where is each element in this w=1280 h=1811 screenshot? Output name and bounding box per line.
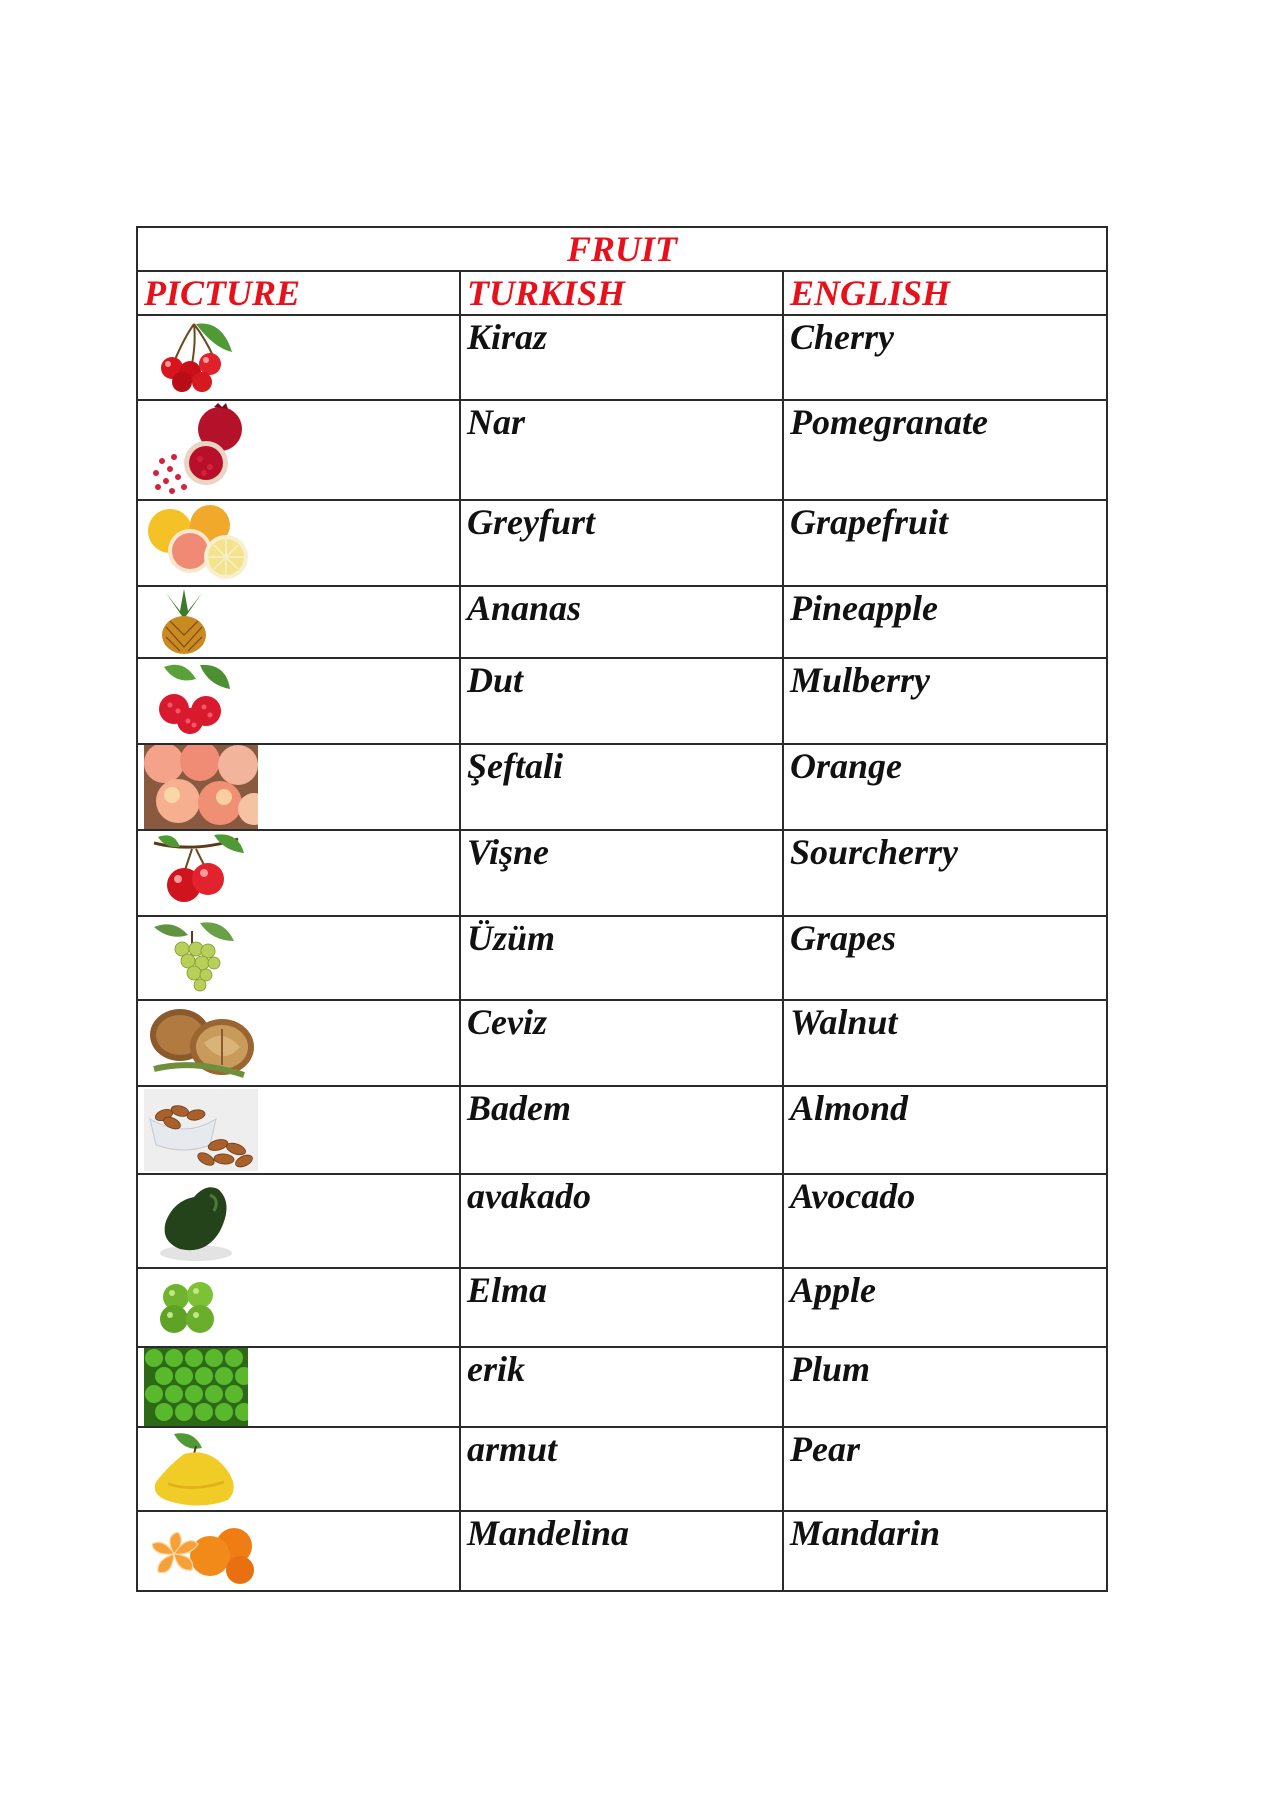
table-title: FRUIT — [137, 227, 1107, 271]
table-row — [137, 916, 1107, 1000]
turkish-word: armut — [460, 1427, 783, 1511]
sourcherry-icon — [144, 833, 453, 913]
walnut-icon — [144, 1003, 453, 1083]
english-word: Walnut — [783, 1000, 1107, 1086]
grapefruit-icon — [144, 503, 453, 583]
english-word: Orange — [783, 744, 1107, 830]
table-row — [137, 1086, 1107, 1174]
almond-icon — [144, 1089, 453, 1171]
english-word: Apple — [783, 1268, 1107, 1347]
turkish-word: Ceviz — [460, 1000, 783, 1086]
english-word: Pear — [783, 1427, 1107, 1511]
table-row — [137, 658, 1107, 744]
english-word: Sourcherry — [783, 830, 1107, 916]
table-row — [137, 1174, 1107, 1268]
turkish-word: Şeftali — [460, 744, 783, 830]
pomegranate-icon — [144, 403, 453, 497]
turkish-word: Ananas — [460, 586, 783, 658]
fruit-vocabulary-table — [136, 226, 1108, 1592]
table-row — [137, 1000, 1107, 1086]
turkish-word: erik — [460, 1347, 783, 1427]
mulberry-icon — [144, 661, 453, 741]
table-row — [137, 400, 1107, 500]
avocado-icon — [144, 1177, 453, 1265]
table-row — [137, 1347, 1107, 1427]
plum-icon — [144, 1348, 453, 1426]
table-row — [137, 586, 1107, 658]
table-row — [137, 830, 1107, 916]
turkish-word: Kiraz — [460, 315, 783, 400]
mandarin-icon — [144, 1514, 453, 1588]
turkish-word: Dut — [460, 658, 783, 744]
table-row — [137, 1511, 1107, 1591]
turkish-word: Üzüm — [460, 916, 783, 1000]
english-word: Almond — [783, 1086, 1107, 1174]
pineapple-icon — [144, 589, 453, 655]
english-word: Mandarin — [783, 1511, 1107, 1591]
english-word: Cherry — [783, 315, 1107, 400]
grapes-icon — [144, 919, 453, 997]
table-row — [137, 500, 1107, 586]
english-word: Grapes — [783, 916, 1107, 1000]
turkish-word: Nar — [460, 400, 783, 500]
cherry-icon — [144, 318, 453, 396]
turkish-word: Vişne — [460, 830, 783, 916]
english-word: Avocado — [783, 1174, 1107, 1268]
english-word: Plum — [783, 1347, 1107, 1427]
apple-icon — [144, 1271, 453, 1341]
header-row — [137, 271, 1107, 315]
turkish-word: Mandelina — [460, 1511, 783, 1591]
table-row — [137, 744, 1107, 830]
table-row — [137, 1427, 1107, 1511]
turkish-word: avakado — [460, 1174, 783, 1268]
turkish-word: Greyfurt — [460, 500, 783, 586]
turkish-word: Elma — [460, 1268, 783, 1347]
title-row — [137, 227, 1107, 271]
table-row — [137, 315, 1107, 400]
peach-icon — [144, 745, 453, 829]
english-word: Pomegranate — [783, 400, 1107, 500]
column-header-picture: PICTURE — [137, 271, 460, 315]
column-header-english: ENGLISH — [783, 271, 1107, 315]
english-word: Mulberry — [783, 658, 1107, 744]
column-header-turkish: TURKISH — [460, 271, 783, 315]
turkish-word: Badem — [460, 1086, 783, 1174]
table-row — [137, 1268, 1107, 1347]
pear-icon — [144, 1430, 453, 1508]
english-word: Grapefruit — [783, 500, 1107, 586]
english-word: Pineapple — [783, 586, 1107, 658]
